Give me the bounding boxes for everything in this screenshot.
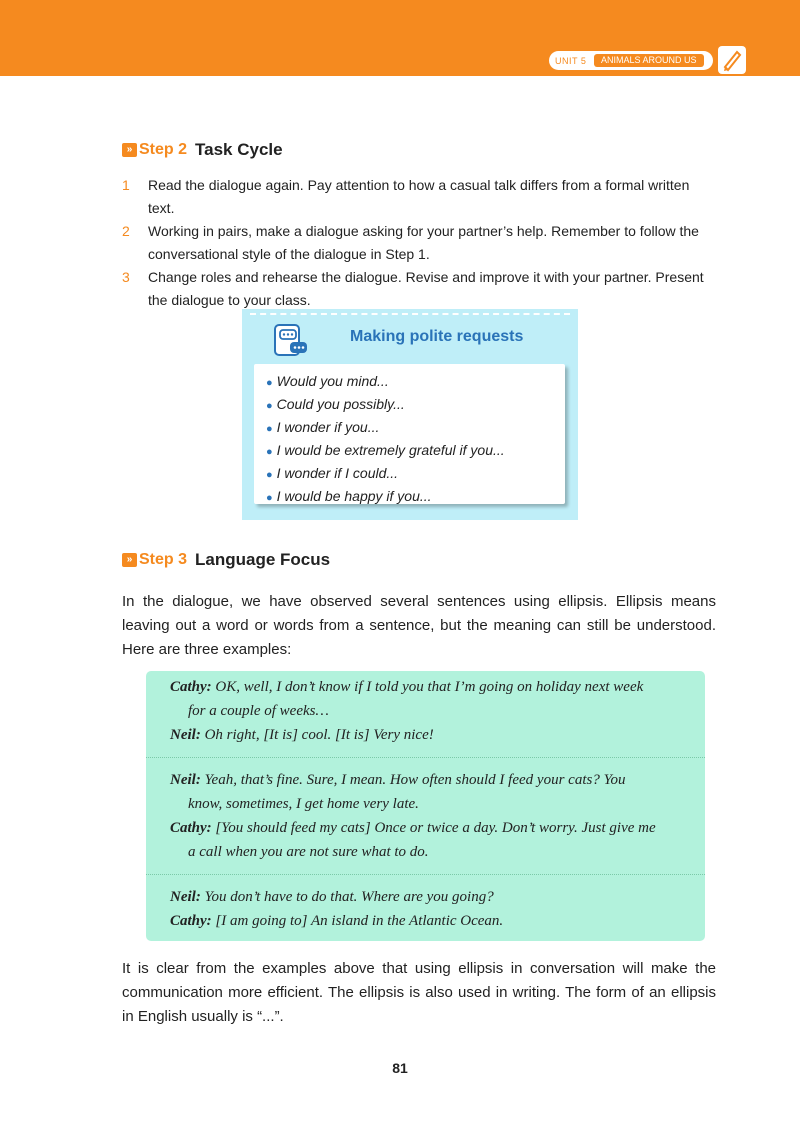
conclusion-paragraph: It is clear from the examples above that using ellipsis in conversation will make the communication more efficient. The ellipsis is also used in writing. The form of an ellipsis in English usually is “...”. bbox=[122, 960, 716, 1025]
page-number: 81 bbox=[392, 1060, 408, 1076]
double-chevron-icon: » bbox=[122, 143, 137, 157]
request-item: ● I would be happy if you... bbox=[266, 488, 432, 504]
examples-box bbox=[146, 671, 705, 941]
step2-heading bbox=[122, 139, 283, 161]
double-chevron-icon: » bbox=[122, 553, 137, 567]
task-item: 2 Working in pairs, make a dialogue asking for your partner’s help. Remember to follow the conversational style of the dialogue in Step 1. bbox=[122, 223, 699, 262]
example-divider bbox=[146, 874, 705, 875]
unit-title: ANIMALS AROUND US bbox=[594, 54, 704, 67]
example-block: Cathy: OK, well, I don’t know if I told you that I’m going on holiday next week for a couple of weeks… Neil: Oh right, [It is] cool. [It is] Very nice! bbox=[170, 679, 644, 743]
step2-label: Step 2 bbox=[139, 141, 188, 158]
unit-badge bbox=[549, 51, 713, 70]
request-item: ● Would you mind... bbox=[266, 373, 389, 389]
step3-heading bbox=[122, 549, 330, 571]
example-divider bbox=[146, 757, 705, 758]
example-block: Neil: You don’t have to do that. Where are you going? Cathy: [I am going to] An island in the Atlantic Ocean. bbox=[170, 889, 504, 929]
requests-panel bbox=[254, 364, 565, 504]
request-item: ● Could you possibly... bbox=[266, 396, 405, 412]
task-item: 1 Read the dialogue again. Pay attention to how a casual talk differs from a formal written text. bbox=[122, 177, 690, 216]
step3-title: Language Focus bbox=[195, 550, 331, 569]
request-item: ● I wonder if I could... bbox=[266, 465, 399, 481]
pen-icon bbox=[718, 46, 746, 74]
unit-number: UNIT 5 bbox=[555, 55, 587, 66]
chat-bubbles-icon bbox=[272, 321, 312, 361]
polite-requests-card bbox=[242, 309, 578, 520]
card-title: Making polite requests bbox=[350, 328, 524, 345]
example-block: Neil: Yeah, that’s fine. Sure, I mean. How often should I feed your cats? You know, sometimes, I get home very late. Cathy: [You should feed my cats] Once or twice a day. Don’t worry. Just give me a call when you are not sure what to do. bbox=[170, 772, 656, 860]
request-item: ● I would be extremely grateful if you... bbox=[266, 442, 505, 458]
step3-label: Step 3 bbox=[139, 551, 188, 568]
task-list bbox=[122, 174, 716, 312]
request-item: ● I wonder if you... bbox=[266, 419, 380, 435]
task-item: 3 Change roles and rehearse the dialogue. Revise and improve it with your partner. Present the dialogue to your class. bbox=[122, 269, 704, 308]
step2-title: Task Cycle bbox=[195, 140, 283, 159]
intro-paragraph: In the dialogue, we have observed several sentences using ellipsis. Ellipsis means leaving out a word or words from a sentence, but the meaning can still be understood. Here are three examples: bbox=[122, 593, 716, 658]
